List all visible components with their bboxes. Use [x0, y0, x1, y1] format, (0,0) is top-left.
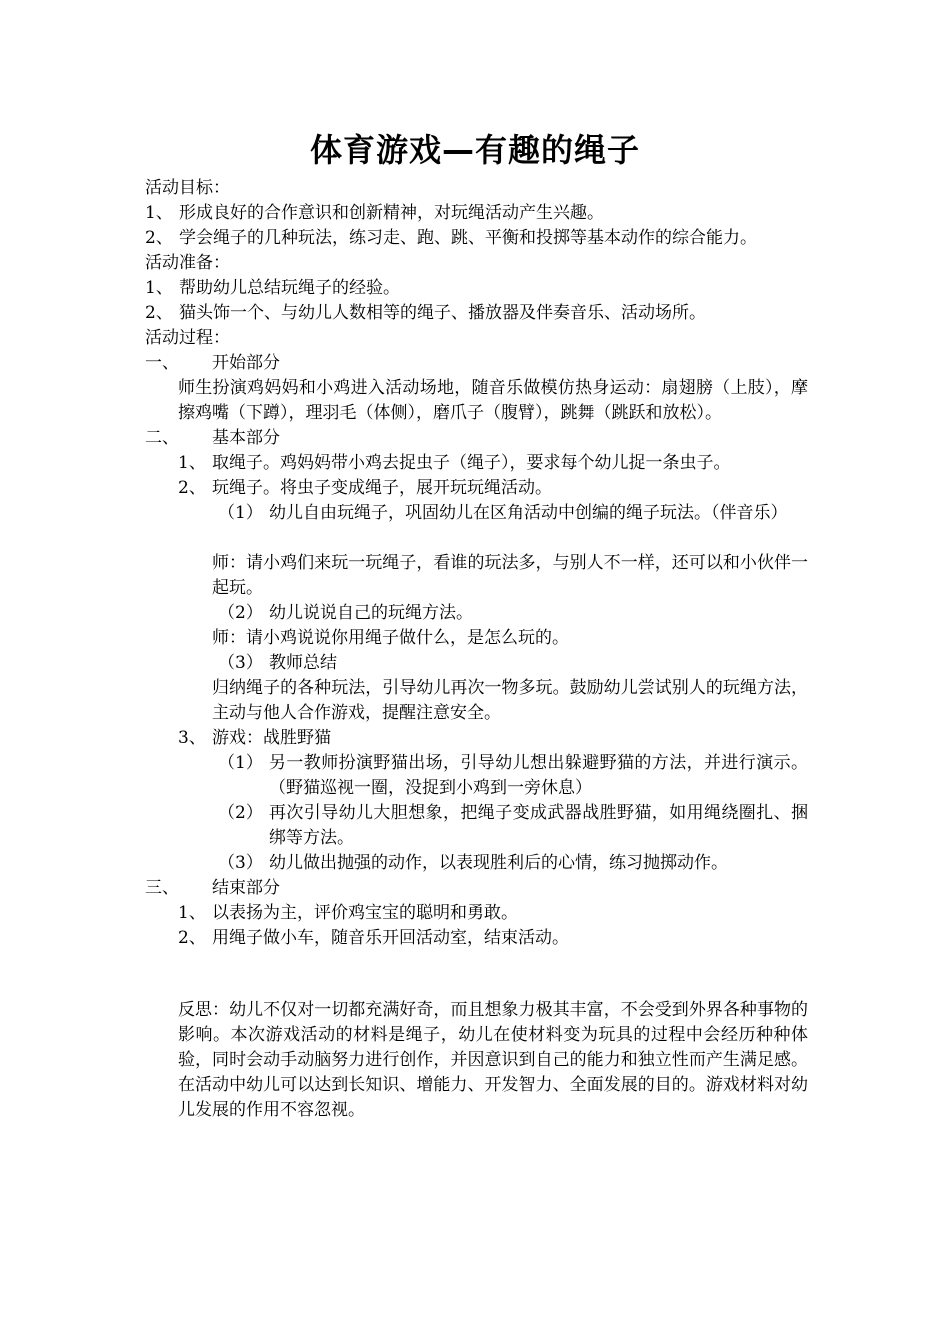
process-heading: 活动过程：: [145, 328, 230, 348]
goal-1-text: 形成良好的合作意识和创新精神，对玩绳活动产生兴趣。: [179, 203, 604, 223]
part1-body: 师生扮演鸡妈妈和小鸡进入活动场地，随音乐做模仿热身运动：扇翅膀（上肢），摩擦鸡嘴（下蹲），理羽毛（体侧），磨爪子（腹臂），跳舞（跳跃和放松）。: [178, 378, 808, 423]
prep-2-number: 2、: [145, 303, 173, 323]
goals-heading: 活动目标：: [145, 178, 230, 198]
step3-text: 游戏：战胜野猫: [212, 728, 331, 748]
part1-number: 一、: [145, 353, 179, 373]
part3-item-2-text: 用绳子做小车，随音乐开回活动室，结束活动。: [212, 928, 569, 948]
prep-1-number: 1、: [145, 278, 173, 298]
step2-text: 玩绳子。将虫子变成绳子，展开玩玩绳活动。: [212, 478, 552, 498]
step1-number: 1、: [178, 453, 206, 473]
part2-title: 基本部分: [212, 428, 280, 448]
step3-sub3-text: 幼儿做出抛强的动作，以表现胜利后的心情，练习抛掷动作。: [269, 853, 728, 873]
part3-title: 结束部分: [212, 878, 280, 898]
teacher-line-1: 师：请小鸡们来玩一玩绳子，看谁的玩法多，与别人不一样，还可以和小伙伴一起玩。: [212, 553, 808, 598]
reflection-paragraph: 反思：幼儿不仅对一切都充满好奇，而且想象力极其丰富，不会受到外界各种事物的影响。本次游戏活动的材料是绳子，幼儿在使材料变为玩具的过程中会经历种种体验，同时会动手动脑努力进行创作，并因意识到自己的能力和独立性而产生满足感。在活动中幼儿可以达到长知识、增能力、开发智力、全面发展的目的。游戏材料对幼儿发展的作用不容忽视。: [178, 1000, 808, 1120]
part1-title: 开始部分: [212, 353, 280, 373]
document-title: 体育游戏—有趣的绳子: [309, 131, 640, 169]
step1-text: 取绳子。鸡妈妈带小鸡去捉虫子（绳子），要求每个幼儿捉一条虫子。: [212, 453, 731, 473]
teacher-line-2: 师：请小鸡说说你用绳子做什么，是怎么玩的。: [212, 628, 569, 648]
step3-sub2-number: （2）: [218, 803, 263, 823]
part3-number: 三、: [145, 878, 179, 898]
step3-sub2-text: 再次引导幼儿大胆想象，把绳子变成武器战胜野猫，如用绳绕圈扎、捆绑等方法。: [269, 803, 808, 848]
prep-1-text: 帮助幼儿总结玩绳子的经验。: [179, 278, 400, 298]
step3-sub1-number: （1）: [218, 753, 263, 773]
part3-item-2-number: 2、: [178, 928, 206, 948]
step2-sub1-number: （1）: [218, 503, 263, 523]
prep-heading: 活动准备：: [145, 253, 230, 273]
prep-2-text: 猫头饰一个、与幼儿人数相等的绳子、播放器及伴奏音乐、活动场所。: [179, 303, 706, 323]
teacher-summary: 归纳绳子的各种玩法，引导幼儿再次一物多玩。鼓励幼儿尝试别人的玩绳方法，主动与他人合作游戏，提醒注意安全。: [212, 678, 808, 723]
goal-2-text: 学会绳子的几种玩法，练习走、跑、跳、平衡和投掷等基本动作的综合能力。: [179, 228, 757, 248]
step2-number: 2、: [178, 478, 206, 498]
step3-sub1-text: 另一教师扮演野猫出场，引导幼儿想出躲避野猫的方法，并进行演示。（野猫巡视一圈，没捉到小鸡到一旁休息）: [269, 753, 808, 798]
step2-sub1-text: 幼儿自由玩绳子，巩固幼儿在区角活动中创编的绳子玩法。（伴音乐）: [269, 503, 788, 523]
step3-number: 3、: [178, 728, 206, 748]
step2-sub3-number: （3）: [218, 653, 263, 673]
part2-number: 二、: [145, 428, 179, 448]
step2-sub2-number: （2）: [218, 603, 263, 623]
goal-1-number: 1、: [145, 203, 173, 223]
step2-sub2-text: 幼儿说说自己的玩绳方法。: [269, 603, 473, 623]
part3-item-1-text: 以表扬为主，评价鸡宝宝的聪明和勇敢。: [212, 903, 518, 923]
goal-2-number: 2、: [145, 228, 173, 248]
step2-sub3-text: 教师总结: [269, 653, 337, 673]
step3-sub3-number: （3）: [218, 853, 263, 873]
part3-item-1-number: 1、: [178, 903, 206, 923]
